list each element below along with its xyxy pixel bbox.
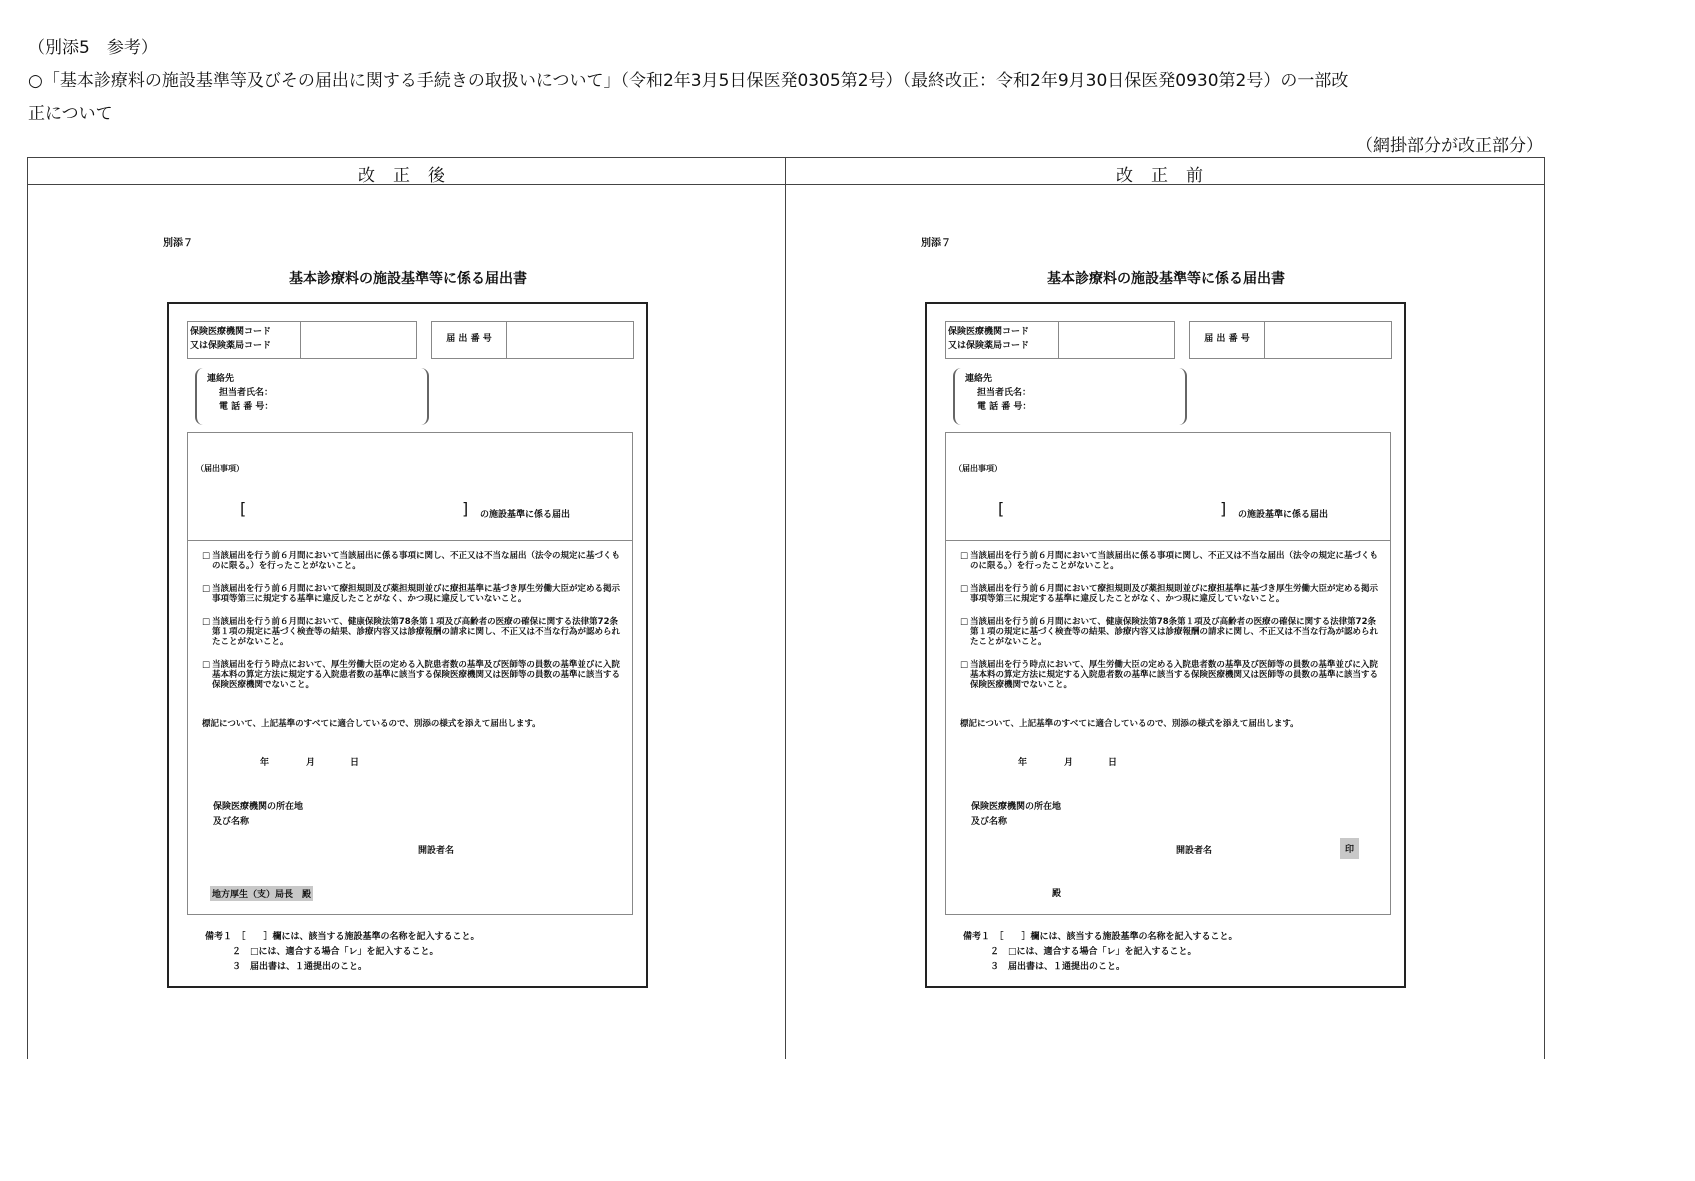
column-divider <box>785 158 786 1059</box>
table-header-row <box>28 158 1544 185</box>
criteria-text: 当該届出を行う前６月間において、健康保険法第78条第１項及び高齢者の医療の確保に関する法律第72条第１項の規定に基づく検査等の結果、診療内容又は診療報酬の請求に関し、不正又は不当な行為が認められたことがないこと。 <box>970 617 1379 647</box>
person-label: 担当者氏名： <box>219 388 274 398</box>
criteria-list <box>960 551 1384 703</box>
code-label-2: 又は保険薬局コード <box>190 341 272 351</box>
checkbox[interactable]: □ <box>960 551 969 561</box>
section-divider <box>188 540 632 541</box>
bracket-suffix: の施設基準に係る届出 <box>480 510 571 520</box>
criteria-text: 当該届出を行う時点において、厚生労働大臣の定める入院患者数の基準及び医師等の員数の基準並びに入院基本料の算定方法に規定する入院患者数の基準に該当する保険医療機関又は医師等の員数の基準に該当する保険医療機関でないこと。 <box>970 660 1379 690</box>
name-label: 及び名称 <box>213 817 250 827</box>
code-label-1: 保険医療機関コード <box>190 327 272 337</box>
note-3: ３ 届出書は、１通提出のこと。 <box>990 962 1126 972</box>
day-label: 日 <box>350 758 360 768</box>
contact-block <box>953 368 1187 425</box>
form-frame <box>925 302 1406 988</box>
form-title: 基本診療料の施設基準等に係る届出書 <box>289 271 527 287</box>
form-frame <box>167 302 648 988</box>
document-title-cont: 正について <box>28 104 113 124</box>
form-annex: 別添７ <box>921 238 951 249</box>
phone-label: 電 話 番 号： <box>219 402 274 412</box>
code-label-2: 又は保険薬局コード <box>948 341 1030 351</box>
name-label: 及び名称 <box>971 817 1008 827</box>
address-label: 保険医療機関の所在地 <box>971 802 1062 812</box>
criteria-text: 当該届出を行う前６月間において、健康保険法第78条第１項及び高齢者の医療の確保に関する法律第72条第１項の規定に基づく検査等の結果、診療内容又は診療報酬の請求に関し、不正又は不当な行為が認められたことがないこと。 <box>212 617 621 647</box>
checkbox[interactable]: □ <box>960 584 969 594</box>
criteria-item <box>202 584 626 604</box>
revision-note: （網掛部分が改正部分） <box>1356 136 1543 156</box>
month-label: 月 <box>306 758 316 768</box>
addressee: 殿 <box>1052 889 1062 899</box>
statement: 標記について、上記基準のすべてに適合しているので、別添の様式を添えて届出します。 <box>202 719 541 729</box>
section-divider <box>946 540 1390 541</box>
main-section <box>187 432 633 915</box>
month-label: 月 <box>1064 758 1074 768</box>
criteria-text: 当該届出を行う前６月間において当該届出に係る事項に関し、不正又は不当な届出（法令の規定に基づくものに限る。）を行ったことがないこと。 <box>212 551 621 571</box>
year-label: 年 <box>1018 758 1028 768</box>
checkbox[interactable]: □ <box>202 551 211 561</box>
checkbox[interactable]: □ <box>960 660 969 670</box>
bracket-open: [ <box>998 499 1005 518</box>
matters-label: （届出事項） <box>196 464 244 473</box>
criteria-item <box>960 660 1384 690</box>
notification-number-field <box>431 321 634 359</box>
document-title: ○「基本診療料の施設基準等及びその届出に関する手続きの取扱いについて」（令和2年3月5日保医発0305第2号）（最終改正：令和2年9月30日保医発0930第2号）の一部改 <box>28 71 1349 91</box>
notification-number-label: 届 出 番 号 <box>432 322 507 358</box>
criteria-item <box>960 551 1384 571</box>
checkbox[interactable]: □ <box>202 617 211 627</box>
note-3: ３ 届出書は、１通提出のこと。 <box>232 962 368 972</box>
founder-label: 開設者名 <box>1176 846 1213 856</box>
contact-block <box>195 368 429 425</box>
note-2: ２ □には、適合する場合「レ」を記入すること。 <box>990 947 1197 957</box>
notification-number-field <box>1189 321 1392 359</box>
form-annex: 別添７ <box>163 238 193 249</box>
form-before <box>921 228 1411 993</box>
form-title: 基本診療料の施設基準等に係る届出書 <box>1047 271 1285 287</box>
person-label: 担当者氏名： <box>977 388 1032 398</box>
code-field <box>187 321 417 359</box>
criteria-text: 当該届出を行う前６月間において当該届出に係る事項に関し、不正又は不当な届出（法令の規定に基づくものに限る。）を行ったことがないこと。 <box>970 551 1379 571</box>
criteria-text: 当該届出を行う時点において、厚生労働大臣の定める入院患者数の基準及び医師等の員数の基準並びに入院基本料の算定方法に規定する入院患者数の基準に該当する保険医療機関又は医師等の員数の基準に該当する保険医療機関でないこと。 <box>212 660 621 690</box>
column-header-before: 改正前 <box>1116 166 1221 186</box>
bracket-open: [ <box>240 499 247 518</box>
checkbox[interactable]: □ <box>202 660 211 670</box>
code-field <box>945 321 1175 359</box>
addressee-highlighted: 地方厚生（支）局長 殿 <box>210 886 313 901</box>
contact-label: 連絡先 <box>965 374 993 384</box>
attachment-label: （別添5 参考） <box>28 38 158 58</box>
code-label-1: 保険医療機関コード <box>948 327 1030 337</box>
main-section <box>945 432 1391 915</box>
checkbox[interactable]: □ <box>202 584 211 594</box>
checkbox[interactable]: □ <box>960 617 969 627</box>
form-after <box>163 228 653 993</box>
statement: 標記について、上記基準のすべてに適合しているので、別添の様式を添えて届出します。 <box>960 719 1299 729</box>
bracket-close: ] <box>1220 499 1227 518</box>
criteria-list <box>202 551 626 703</box>
bracket-close: ] <box>462 499 469 518</box>
criteria-text: 当該届出を行う前６月間において療担規則及び薬担規則並びに療担基準に基づき厚生労働大臣が定める掲示事項等第三に規定する基準に違反したことがなく、かつ現に違反していないこと。 <box>970 584 1379 604</box>
address-label: 保険医療機関の所在地 <box>213 802 304 812</box>
founder-label: 開設者名 <box>418 846 455 856</box>
notes <box>963 930 1238 975</box>
seal-highlighted: 印 <box>1340 838 1359 859</box>
criteria-item <box>202 660 626 690</box>
note-2: ２ □には、適合する場合「レ」を記入すること。 <box>232 947 439 957</box>
day-label: 日 <box>1108 758 1118 768</box>
year-label: 年 <box>260 758 270 768</box>
bracket-suffix: の施設基準に係る届出 <box>1238 510 1329 520</box>
note-1: 備考１ ［ ］欄には、該当する施設基準の名称を記入すること。 <box>963 932 1238 942</box>
criteria-item <box>202 617 626 647</box>
notification-number-label: 届 出 番 号 <box>1190 322 1265 358</box>
notes <box>205 930 480 975</box>
phone-label: 電 話 番 号： <box>977 402 1032 412</box>
criteria-text: 当該届出を行う前６月間において療担規則及び薬担規則並びに療担基準に基づき厚生労働大臣が定める掲示事項等第三に規定する基準に違反したことがなく、かつ現に違反していないこと。 <box>212 584 621 604</box>
criteria-item <box>960 617 1384 647</box>
note-1: 備考１ ［ ］欄には、該当する施設基準の名称を記入すること。 <box>205 932 480 942</box>
criteria-item <box>960 584 1384 604</box>
criteria-item <box>202 551 626 571</box>
column-header-after: 改正後 <box>358 166 463 186</box>
matters-label: （届出事項） <box>954 464 1002 473</box>
contact-label: 連絡先 <box>207 374 235 384</box>
